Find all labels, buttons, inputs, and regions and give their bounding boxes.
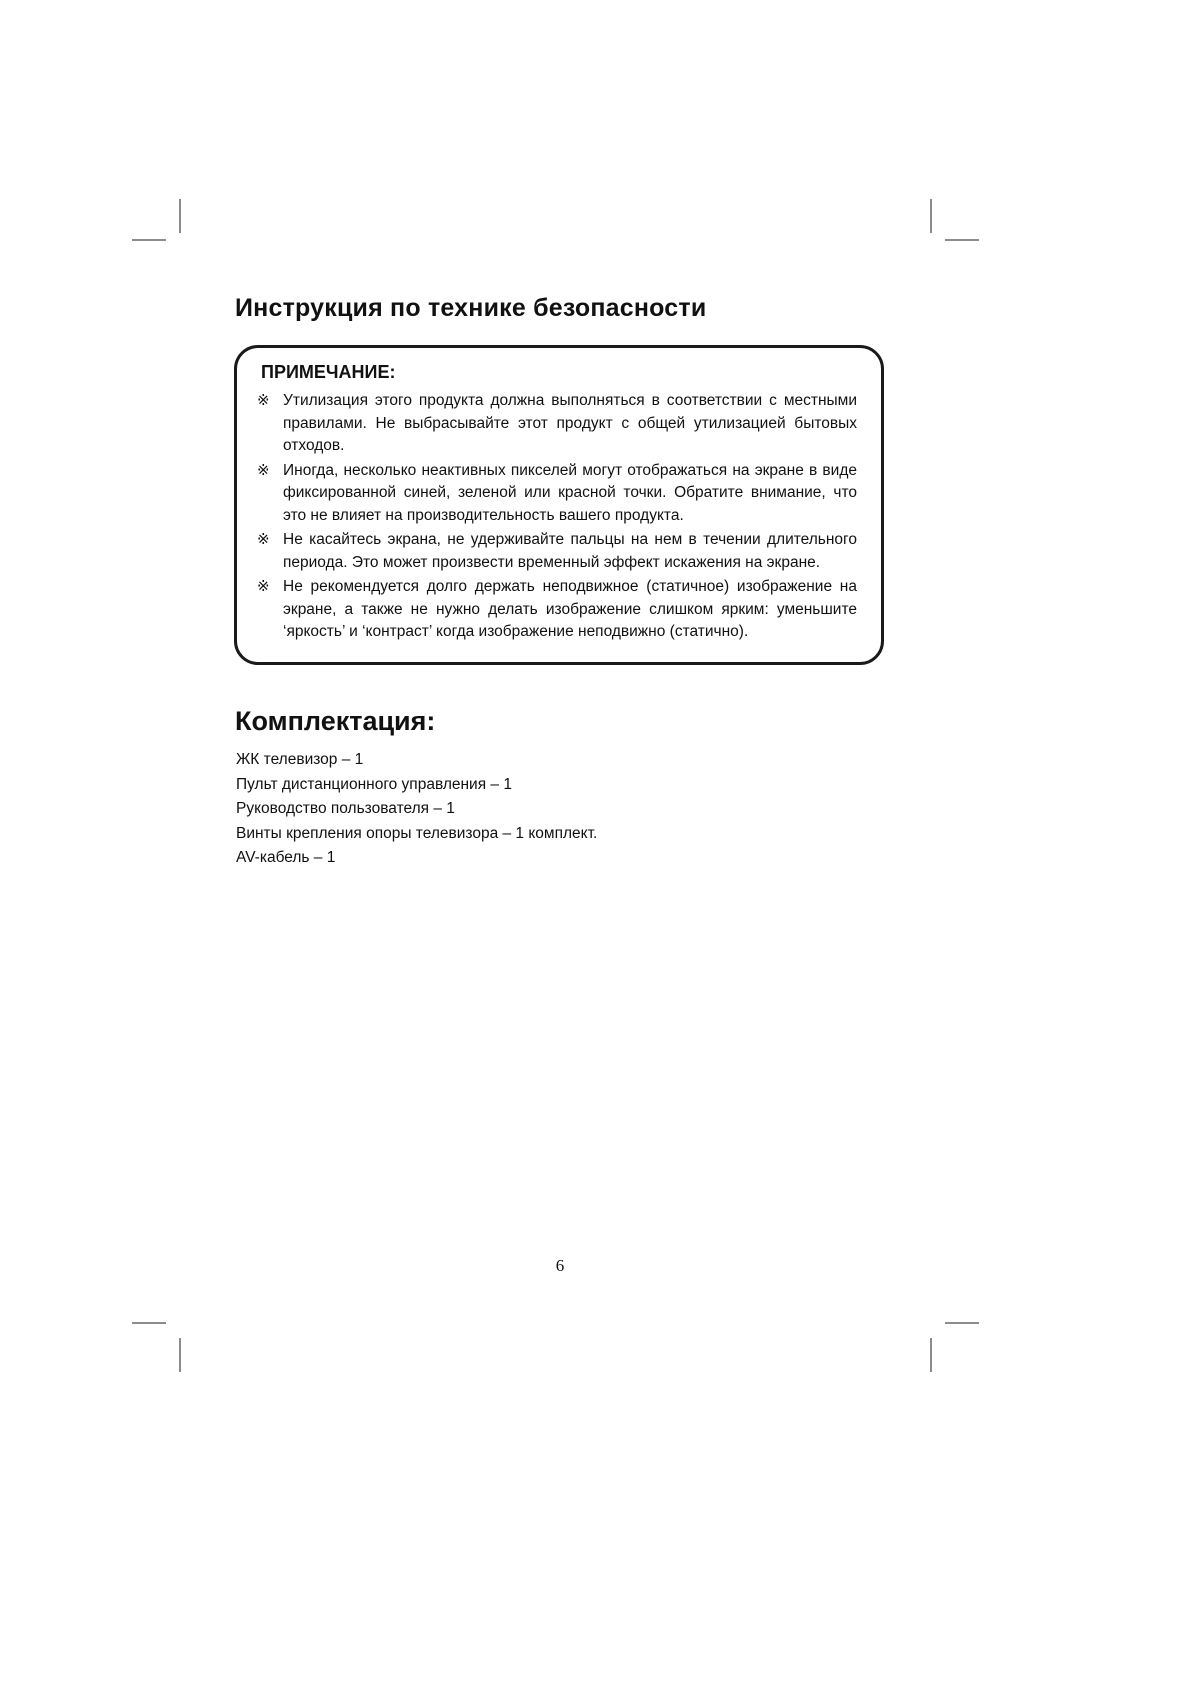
note-text: Утилизация этого продукта должна выполняться в соответствии с местными правилами. Не выбрасывайте этот продукт с общей утилизацией бытовых отходов. bbox=[283, 392, 857, 454]
note-item bbox=[257, 390, 857, 458]
note-text: Не касайтесь экрана, не удерживайте пальцы на нем в течении длительного периода. Это может произвести временный эффект искажения на экране. bbox=[283, 531, 857, 571]
crop-mark-top-right-horizontal bbox=[945, 239, 979, 241]
package-item: Пульт дистанционного управления – 1 bbox=[236, 775, 512, 793]
package-item: AV-кабель – 1 bbox=[236, 849, 336, 866]
package-item: Винты крепления опоры телевизора – 1 комплект. bbox=[236, 824, 598, 842]
reference-mark-icon: ※ bbox=[257, 531, 270, 548]
note-item bbox=[257, 576, 857, 644]
package-item: Руководство пользователя – 1 bbox=[236, 800, 455, 817]
reference-mark-icon: ※ bbox=[257, 392, 270, 409]
package-heading: Комплектация: bbox=[235, 706, 436, 736]
note-item bbox=[257, 460, 857, 528]
package-item: ЖК телевизор – 1 bbox=[236, 751, 364, 768]
page-title: Инструкция по технике безопасности bbox=[235, 294, 707, 322]
reference-mark-icon: ※ bbox=[257, 461, 270, 479]
note-heading: ПРИМЕЧАНИЕ: bbox=[261, 362, 396, 382]
crop-mark-bottom-right-horizontal bbox=[945, 1322, 979, 1324]
crop-mark-bottom-left-horizontal bbox=[132, 1322, 166, 1324]
note-text: Иногда, несколько неактивных пикселей могут отображаться на экране в виде фиксированной синей, зеленой или красной точки. Обратите внимание, что это не влияет на производительность вашего продукта. bbox=[283, 461, 857, 524]
crop-mark-bottom-left-vertical bbox=[179, 1338, 181, 1372]
reference-mark-icon: ※ bbox=[257, 578, 270, 595]
crop-mark-top-left-horizontal bbox=[132, 239, 166, 241]
note-text: Не рекомендуется долго держать неподвижное (статичное) изображение на экране, а также не нужно делать изображение слишком ярким: уменьшите ‘яркость’ и ‘контраст’ когда изображение неподвижно (статично). bbox=[283, 578, 857, 640]
note-box bbox=[234, 345, 884, 665]
note-item bbox=[257, 529, 857, 574]
page-number: 6 bbox=[555, 1256, 565, 1275]
crop-mark-top-left-vertical bbox=[179, 199, 181, 233]
crop-mark-top-right-vertical bbox=[930, 199, 932, 233]
package-list bbox=[236, 748, 886, 871]
crop-mark-bottom-right-vertical bbox=[930, 1338, 932, 1372]
